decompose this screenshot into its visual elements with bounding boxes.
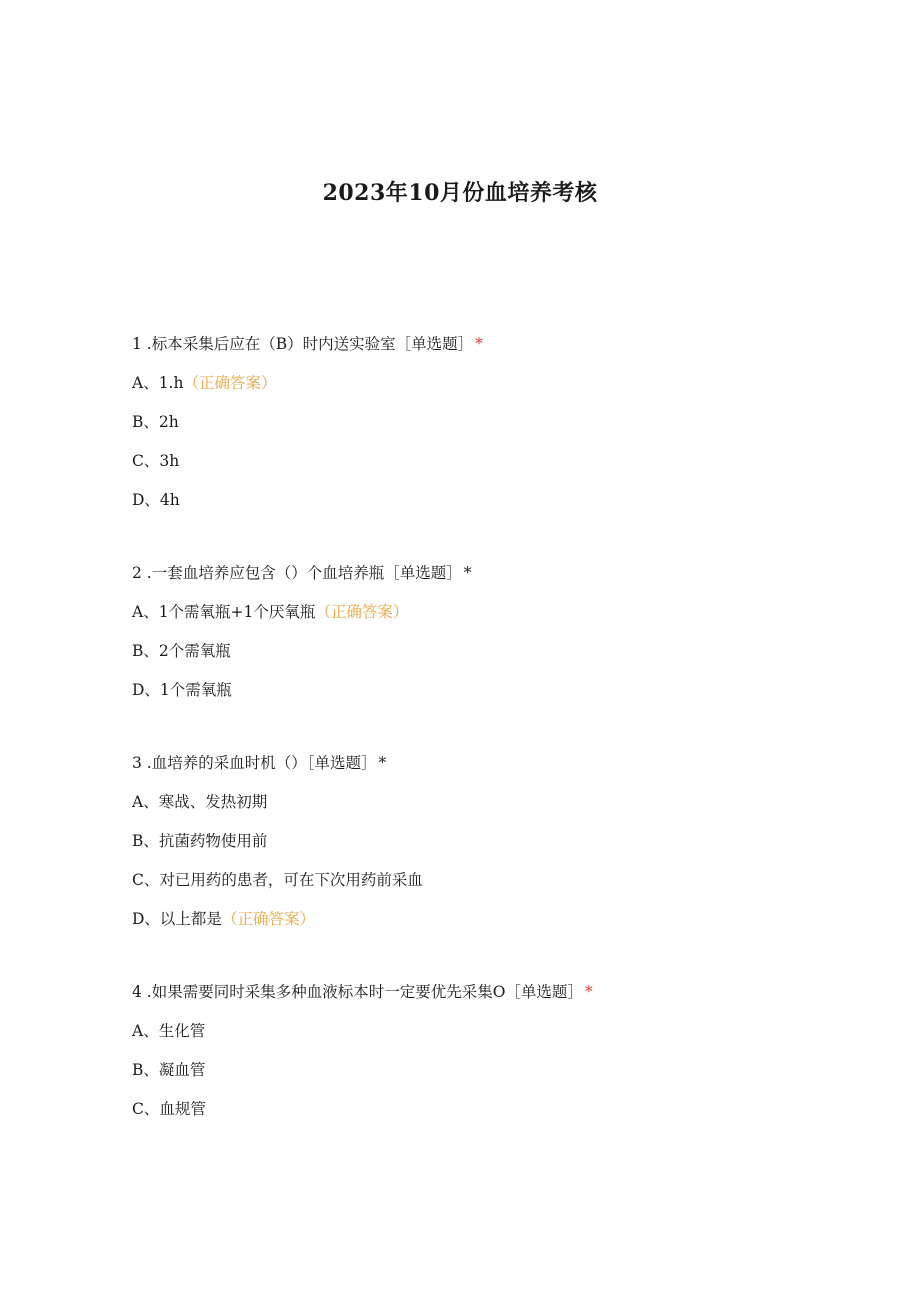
option-text: C、血规管	[132, 1100, 206, 1118]
required-mark: *	[378, 754, 387, 772]
question-2-option-a[interactable]	[132, 602, 408, 622]
question-1-option-a[interactable]	[132, 373, 276, 393]
option-text: B、2h	[132, 413, 179, 431]
question-3-option-d[interactable]	[132, 909, 315, 929]
question-4-option-a[interactable]	[132, 1021, 205, 1041]
question-1	[132, 334, 483, 354]
option-text: D、4h	[132, 491, 180, 509]
required-mark: *	[463, 564, 472, 582]
question-3	[132, 753, 386, 773]
option-text: B、抗菌药物使用前	[132, 832, 268, 850]
option-text: A、1.h	[132, 374, 184, 392]
option-text: D、以上都是	[132, 910, 222, 928]
question-2-option-d[interactable]	[132, 680, 232, 700]
question-4-option-b[interactable]	[132, 1060, 205, 1080]
option-text: D、1个需氧瓶	[132, 681, 232, 699]
page-title: 2023年10月份血培养考核	[322, 180, 598, 206]
correct-answer-label: （正确答案）	[183, 374, 277, 392]
question-3-option-b[interactable]	[132, 831, 267, 851]
question-3-text: 3 .血培养的采血时机（）［单选题］	[132, 754, 377, 772]
option-text: A、生化管	[132, 1022, 206, 1040]
required-mark: *	[475, 335, 483, 353]
question-1-text: 1 .标本采集后应在（B）时内送实验室［单选题］	[132, 335, 474, 353]
question-1-option-c[interactable]	[132, 451, 179, 471]
required-mark: *	[584, 983, 593, 1001]
question-4-text: 4 .如果需要同时采集多种血液标本时一定要优先采集O［单选题］	[132, 983, 583, 1001]
option-text: C、3h	[132, 452, 180, 470]
question-1-option-b[interactable]	[132, 412, 179, 432]
question-4	[132, 982, 593, 1002]
question-1-option-d[interactable]	[132, 490, 180, 510]
option-text: B、2个需氧瓶	[132, 642, 231, 660]
option-text: C、对已用药的患者，可在下次用药前采血	[132, 871, 423, 889]
option-text: A、寒战、发热初期	[132, 793, 268, 811]
option-text: A、1个需氧瓶+1个厌氧瓶	[132, 603, 316, 621]
question-3-option-c[interactable]	[132, 870, 423, 890]
option-text: B、凝血管	[132, 1061, 206, 1079]
question-3-option-a[interactable]	[132, 792, 267, 812]
correct-answer-label: （正确答案）	[315, 603, 409, 621]
question-2-text: 2 .一套血培养应包含（）个血培养瓶［单选题］	[132, 564, 462, 582]
question-4-option-c[interactable]	[132, 1099, 206, 1119]
correct-answer-label: （正确答案）	[221, 910, 315, 928]
question-2-option-b[interactable]	[132, 641, 231, 661]
question-2	[132, 563, 471, 583]
